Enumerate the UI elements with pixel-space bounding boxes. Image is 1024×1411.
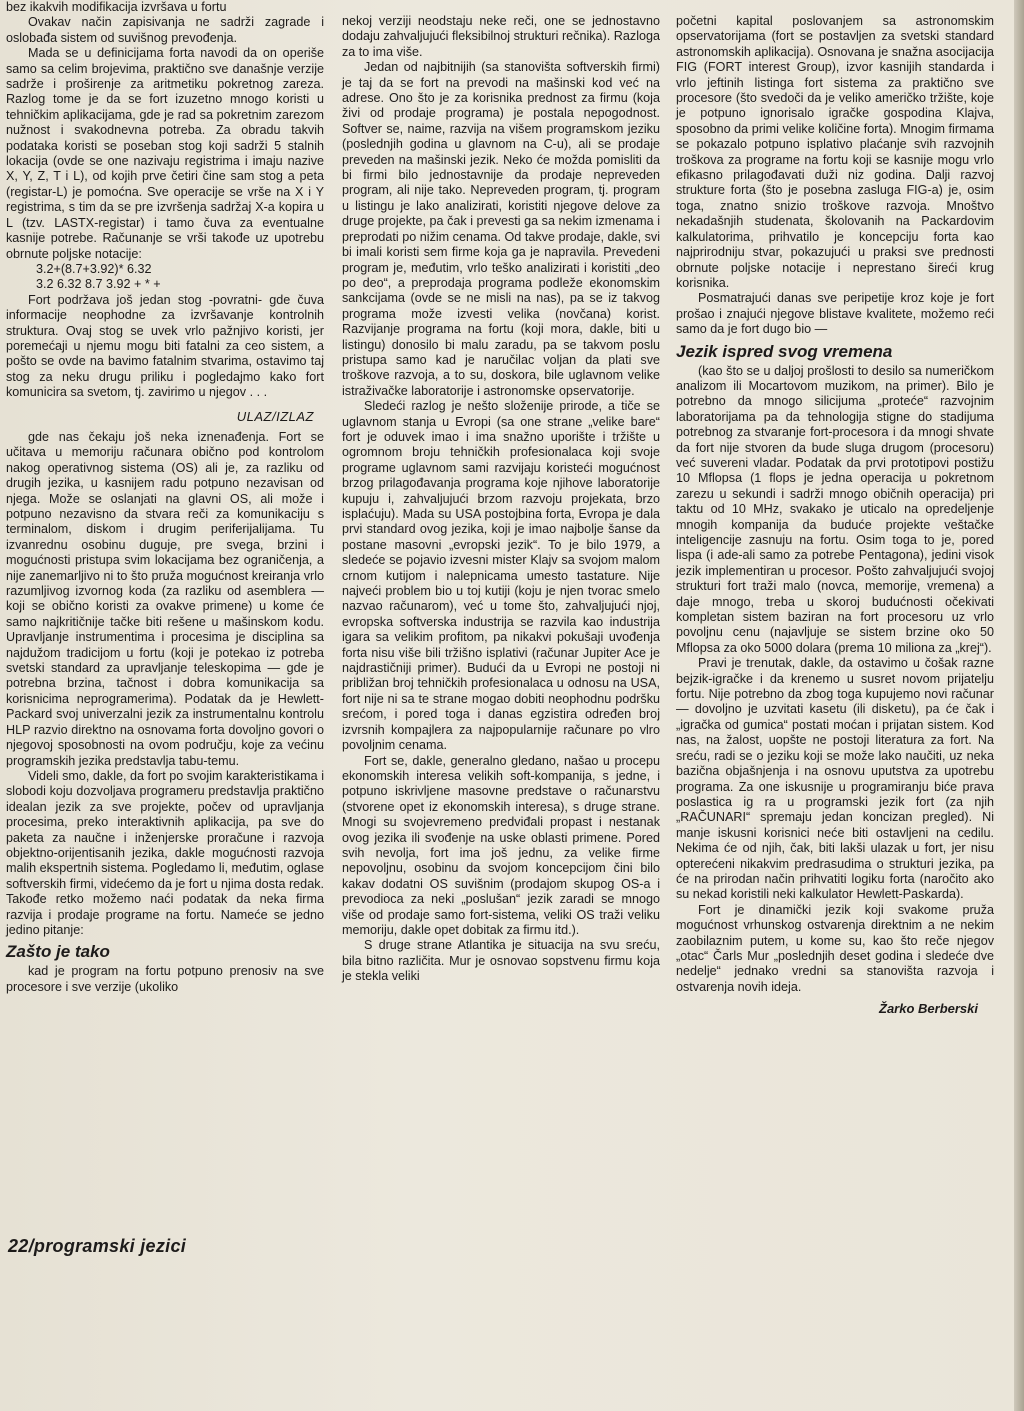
paragraph: bez ikakvih modifikacija izvršava u fortu [6,0,227,14]
paragraph: gde nas čekaju još neka iznenađenja. Fort se učitava u memoriju računara obično pod kontrolom nakog operativnog sistema (OS) ali je, za razliku od drugih jezika, u kasnijem radu potpuno nezavisan od njega. Može se oslanjati na glavni OS, ali može i potpuno nezavisno da stvara reči za komunikaciju s terminalom, diskom i drugim periferijalijama. Tu izvanrednu osobinu duguje, pre svega, brzini i mogućnosti pristupa svim lokacijama bez ograničenja, a nije zanemarljivo ni to što pruža mogućnost kreiranja vrlo razumljivog izvornog koda (za razliku od asemblera — koji se obično koristi za ovakve primene) u kome će samo najkritičnije tačke biti rešene u mašinskom kodu. Upravljanje instrumentima i procesima je disciplina sa najdužom tradicijom u fortu (koji je potekao iz potreba svetski standard za upravljanje teleskopima — gde je potrebna brzina, tačnost i dobra komunikacija sa korisnicima neprogramerima). Podatak da je Hewlett-Packard svoj univerzalni jezik za instrumentalnu kontrolu HLP razvio direktno na osnovama forta dovoljno govori o njegovoj sposobnosti na ovom području, koje za većinu programskih jezika predstavlja tabu-temu. [6,429,324,768]
paragraph: S druge strane Atlantika je situacija na svu sreću, bila bitno različita. Mur je osnovao sopstvenu firmu koja je stekla veliki [342,938,660,984]
page-footer: 22/programski jezici [8,1236,187,1256]
paragraph: početni kapital poslovanjem sa astronomskim opservatorijama (fort se postavljen za svetski standard astronomskih aplikacija). Osnovana je snažna asocijacija FIG (FORT interest Group), izvor kasnijih standarda i vrlo jeftinih listinga fort sistema za praktično sve procesore (što svedoči da je veliko američko tržište, koje je potpuno ignorisalo igračke gospodina Klajva, sposobno da primi velike količine forta). Mnogim firmama se pokazalo potpuno isplativo plaćanje svih razvojnih troškova za programe na fortu koji se kasnije mogu vrlo efikasno prilagođavati duži niz godina. Dalji razvoj strukture forta (što je posebna zasluga FIG-a) je, osim toga, znatno snizio troškove razvoja. Mnoštvo nekadašnjih studenata, školovanih na Packardovim kalkulatorima, prihvatilo je koncepciju forta kao najprirodniju stvar, pokazujući u praksi sve prednosti obrnute poljske notacije i neprestano šireći krug korisnika. [676,14,994,290]
paragraph: Videli smo, dakle, da fort po svojim karakteristikama i slobodi koju dozvoljava programeru predstavlja praktično idealan jezik za sve projekte, počev od upravljanja procesima, preko interaktivnih aplikacija, pa sve do paketa za naučne i inženjerske proračune i razvoja objektno-orijentisanih jezika, dakle mogućnosti razvoja malih ekspertnih sistema. Pogledamo li, međutim, oglase softverskih firmi, videćemo da je fort u njima dosta redak. Takođe retko možemo naći podatak da neka firma razvija i prodaje programe na fortu. Nameće se jedno jedino pitanje: [6,768,324,937]
subheading-why: Zašto je tako [6,942,110,962]
paragraph: Posmatrajući danas sve peripetije kroz koje je fort prošao i znajući njegove blistave kvalitete, možemo reći samo da je fort dugo bio — [676,291,994,337]
article-column-right [676,14,994,1017]
author-signature: Žarko Berberski [879,1001,978,1017]
paragraph: Mada se u definicijama forta navodi da on operiše samo sa celim brojevima, praktično sve današnje verzije sadrže i proširenje za aritmetiku pokretnog zareza. Razlog tome je da se fort izuzetno mnogo koristi u tehničkim aplikacijama, gde je rad sa pokretnim zarezom nužnost i svakodnevna potreba. Za obradu takvih podataka koristi se poseban stog koji sadrži 5 stalnih lokacija (ovde se one nazivaju registrima i imaju nazive X, Y, Z, T i L), od kojih prve četiri čine sam stog a peta (registar-L) je pomoćna. Sve operacije se vrše na X i Y registrima, s tim da se pre izvršenja sadržaj X-a kopira u L (tzv. LASTX-registar) i tamo čuva za eventualne kasnije potrebe. Računanje se vrši takođe uz upotrebu obrnute poljske notacije: [6,46,324,261]
paragraph: nekoj verziji neodstaju neke reči, one se jednostavno dodaju zahvaljujući fleksibilnoj strukturi rečnika). Razloga za to ima više. [342,14,660,59]
paragraph: Fort se, dakle, generalno gledano, našao u procepu ekonomskih interesa velikih soft-kompanija, s jedne, i potpuno iskrivljene masovne predstave o računarstvu (stvorene opet iz ekonomskih interesa), s druge strane. Mnogi su svojevremeno predviđali propast i nestanak ovog jezika ili svođenje na uske oblasti primene. Pored svih nevolja, fort ima još jednu, za velike firme nepovoljnu, osobinu da svojom koncepcijom čini bilo kakav dodatni OS suvišnim (prodajom skupog OS-a i prevodioca za neki „poslušan“ jezik zaradi se mnogo više od prodaje samo fort-sistema, veliki OS traži veliku memoriju, dakle opet dobitak za firmu itd.). [342,753,660,937]
formula-infix: 3.2+(8.7+3.92)* 6.32 [36,261,152,276]
paragraph: (kao što se u daljoj prošlosti to desilo sa numeričkom analizom ili Mocartovom muzikom, na primer). Bilo je potrebno da mnogo silicijuma „proteće“ razvojnim laboratorijama pa da tehnologija stigne do stadijuma potrebnog za stvaranje fort-procesora i da mnogi shvate da fort nije stvoren da bude sluga drugom (procesoru) već suvereni vladar. Podatak da prvi prototipovi postižu 10 Mflopsa (1 flops je jedna operacija u pokretnom zarezu u sekundi i sadrži mnogo običnih operacija) pri taktu od 10 MHz, svakako je uticalo na opredeljenje mnogih kompanija da buduće projekte veštačke inteligencije zasnuju na fortu. Osim toga to je, pored lispa (i ade-ali samo za potrebe Pentagona), jedini visok jezik implementiran u procesor. Pošto zahvaljujući svojoj strukturi fort traži malo (novca, memorije, vremena) a daje mnogo, treba u skoroj budućnosti očekivati kompletan sistem baziran na fort procesoru uz vrlo povoljnu cenu (najavljuje se sistem brzine oko 50 Mflopsa za oko 5000 dolara (prema 10 miliona za „krej“). [676,363,994,655]
paragraph: Pravi je trenutak, dakle, da ostavimo u čošak razne bejzik-igračke i da krenemo u susret novom prijatelju fortu. Nije potrebno da zbog toga kupujemo novi računar — dovoljno je uzvitati kasetu (ili disketu), pa će čak i „igračka od gumica“ postati moćan i prijatan sistem. Kod nas, na žalost, uopšte ne postoji literatura za fort. Na sreću, radi se o jeziku koji se može lako naučiti, uz neka bazična objašnjenja i na osnovu uputstva za upotrebu programa. Za one iskusnije u programiranju biće prava poslastica ig ra u programski jezik fort (za njih „RAČUNARI“ spremaju jedan koncizan pregled). Ni manje iskusni korisnici neće biti ostavljeni na cedilu. Nekima će od njih, čak, biti lakši ulazak u fort, jer nisu opterećeni nikakvim predrasudima o strukturi jezika, pa će na prirodan način prihvatiti logiku forta (naročito ako su nekad koristili neki kalkulator Hewlett-Paskarda). [676,656,994,902]
paragraph: Jedan od najbitnijih (sa stanovišta softverskih firmi) je taj da se fort na prevodi na mašinski kod već na adrese. Ono što je za korisnika prednost za firmu (koja živi od prodaje programa) je postala nepogodnost. Softver se, naime, razvija na višem programskom jeziku (poslednjih godina u glavnom na C-u), ali se prodaje preveden na mašinski jezik. Neko će možda pomisliti da bi firmi bilo jednostavnije da prodaje nepreveden program, ali nije tako. Nepreveden program, tj. program u listingu je lako analizirati, koristiti njegove delove za druge projekte, pa čak i prevesti ga sa nekim izmenama i preprodati po nižim cenama. Od takve prodaje, dakle, svi bi imali koristi sem firme koja ga je napravila. Prevedeni program je, međutim, vrlo teško analizirati i koristiti „deo po deo“, a preprodaja programa podleže ekonomskim sankcijama (ovde se ne misli na nas), pa se iz takvog programa može izvesti velika (novčana) korist. Razvijanje programa na fortu (koji mora, dakle, biti u listingu) donosilo bi malu zaradu, pa se takvom poslu pristupa samo kad je naručilac voljan da plati sve troškove razvoja, a to su, doskora, bile uglavnom velike istraživačke laboratorije i astronomske opservatorije. [342,60,660,398]
page-edge [1014,0,1024,1411]
article-column-middle [342,14,660,985]
paragraph: Fort je dinamički jezik koji svakome pruža mogućnost vrhunskog ostvarenja direktnim a ne nekim zaobilaznim putem, u kome su, kao što reče njegov „otac“ Čarls Mur „poslednjih deset godina i sledeće dve nedelje“ jednako vredni sa stanovišta razvoja i ostvarenja novih ideja. [676,902,994,994]
subheading-ahead-of-time: Jezik ispred svog vremena [676,341,893,361]
section-heading-io: ULAZ/IZLAZ [236,408,314,424]
paragraph: Ovakav način zapisivanja ne sadrži zagrade i oslobađa sistem od suvišnog prevođenja. [6,15,324,45]
paragraph: Sledeći razlog je nešto složenije prirode, a tiče se uglavnom stanja u Evropi (sa one strane „velike bare“ fort je oduvek imao i ima snažno uporište i tržište u ogromnom broju tehničkih profesionalaca koji svoje programe uglavnom sami razvijaju koristeći mogućnost brzog prilagođavanja programa koje njihove laboratorije kupuju i, zahvaljujući brzom razvoju projekata, brzo isplaćuju). Mada su USA postojbina forta, Evropa je dala prvi standard ovog jezika, koji je imao najbolje šanse da postane masovni „evropski jezik“. To je bilo 1979, a sledeće se pojavio izvesni mister Klajv sa svojom malom crnom kutijom i nalepnicama umesto tastature. Nije najveći problem bio u toj kutiji (koju je njen tvorac smelo nazvao računarom), već u tome što, zahvaljujući njoj, evropska softverska industrija se razvila kao industrija igara sa velikim profitom, pa nikakvi pokušaji uvođenja forta nisu više bili tržišno isplativi (računar Jupiter Ace je najdrastičniji primer). Budući da u Evropi ne postoji ni približan broj tehničkih profesionalaca u odnosu na USA, fort nije ni sa te strane mogao dobiti neophodnu podršku srećom, i pored toga i danas egzistira određen broj izvrsnih kompajlera za najpopularnije računare po vlro povoljnim cenama. [342,399,660,753]
formula-rpn: 3.2 6.32 8.7 3.92 + * + [36,277,161,292]
paragraph: kad je program na fortu potpuno prenosiv na sve procesore i sve verzije (ukoliko [6,964,324,994]
article-column-left [6,0,324,995]
paragraph: Fort podržava još jedan stog -povratni- gde čuva informacije neophodne za izvršavanje kontrolnih struktura. Ovaj stog se uvek vrlo pažnjivo koristi, jer poremećaji u njemu mogu biti fatalni za ceo sistem, a pošto se ovde na bavimo fatalnim stvarima, ostavimo taj stog za neku drugu priliku i pogledajmo kako fort komunicira sa svetom, tj. zavirimo u njegov . . . [6,292,324,400]
